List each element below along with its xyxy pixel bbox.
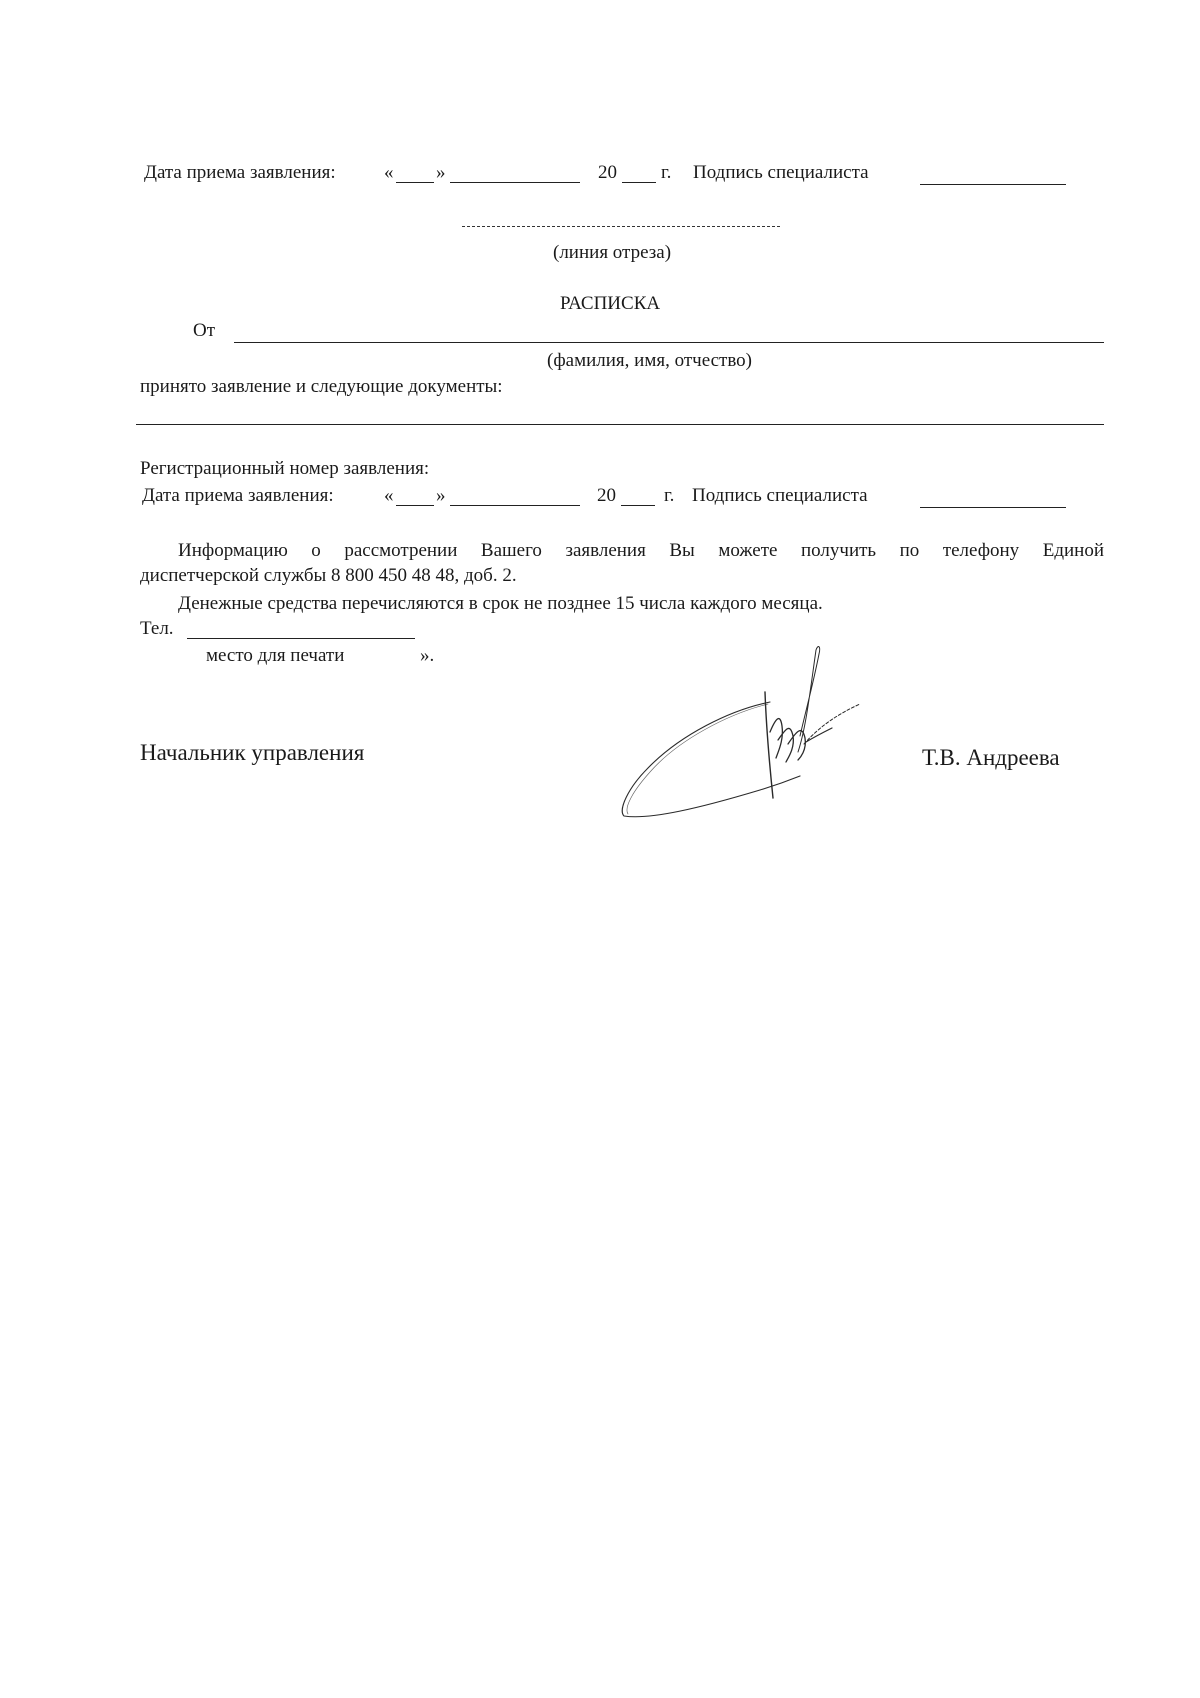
receipt-date-label: Дата приема заявления: [142, 485, 334, 506]
receipt-month-blank[interactable] [450, 505, 580, 506]
from-name-field[interactable] [234, 342, 1104, 343]
top-month-blank[interactable] [450, 182, 580, 183]
cut-line-label: (линия отреза) [553, 242, 672, 263]
top-day-blank[interactable] [396, 182, 434, 183]
receipt-title: РАСПИСКА [560, 293, 661, 314]
info-paragraph-line2: диспетчерской службы 8 800 450 48 48, доб. 2. [140, 565, 517, 586]
top-quote-close: » [436, 162, 446, 183]
phone-label: Тел. [140, 618, 174, 639]
phone-field[interactable] [187, 638, 415, 639]
position-title: Начальник управления [140, 740, 365, 765]
receipt-year-prefix: 20 [597, 485, 616, 506]
top-signature-label: Подпись специалиста [693, 162, 869, 183]
payment-paragraph: Денежные средства перечисляются в срок не позднее 15 числа каждого месяца. [178, 593, 823, 614]
receipt-quote-open: « [384, 485, 394, 506]
receipt-quote-close: » [436, 485, 446, 506]
info-paragraph-line1: Информацию о рассмотрении Вашего заявления Вы можете получить по телефону Единой [178, 540, 1104, 561]
cut-line [462, 226, 780, 227]
top-quote-open: « [384, 162, 394, 183]
stamp-tail: ». [420, 645, 435, 666]
receipt-year-blank[interactable] [621, 505, 655, 506]
top-date-label: Дата приема заявления: [144, 162, 336, 183]
receipt-year-suffix: г. [664, 485, 675, 506]
documents-field[interactable] [136, 424, 1104, 425]
from-label: От [193, 320, 216, 341]
top-signature-blank[interactable] [920, 184, 1066, 185]
top-year-blank[interactable] [622, 182, 656, 183]
receipt-day-blank[interactable] [396, 505, 434, 506]
reg-number-label: Регистрационный номер заявления: [140, 458, 430, 479]
name-hint: (фамилия, имя, отчество) [547, 350, 753, 371]
stamp-label: место для печати [206, 645, 345, 666]
handwritten-signature [610, 640, 880, 830]
receipt-signature-blank[interactable] [920, 507, 1066, 508]
signer-name: Т.В. Андреева [922, 745, 1060, 770]
accepted-text: принято заявление и следующие документы: [140, 376, 503, 397]
top-year-prefix: 20 [598, 162, 617, 183]
receipt-signature-label: Подпись специалиста [692, 485, 868, 506]
top-year-suffix: г. [661, 162, 672, 183]
